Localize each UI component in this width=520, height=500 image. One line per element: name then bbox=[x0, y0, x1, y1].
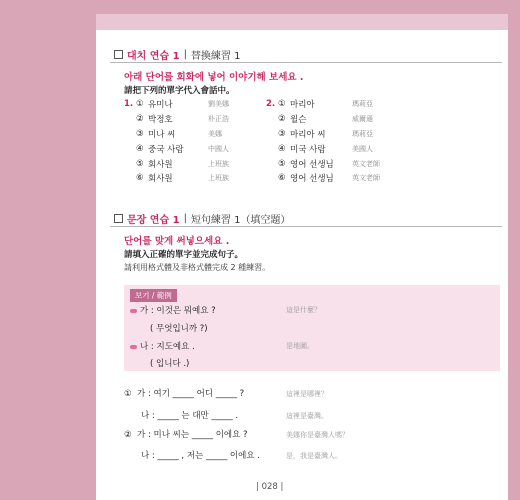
list-item: ⑥ 영어 선생님 英文老師 bbox=[278, 173, 380, 185]
example-line-4: ( 입니다 .) bbox=[150, 359, 190, 369]
list-item: ⑥ 회사원 上班族 bbox=[136, 173, 229, 185]
drill-1-b: 나 : _____ 는 대만 _____ . bbox=[141, 411, 239, 421]
example-line-3-zh: 是地圖。 bbox=[286, 342, 314, 350]
substitution-group-1 bbox=[124, 97, 229, 186]
section2-instruction-zh: 請填入正確的單字並完成句子。 bbox=[124, 250, 244, 260]
speech-bubble-icon bbox=[130, 309, 137, 313]
section2-title-zh: 短句練習 1（填空題） bbox=[190, 215, 291, 226]
list-item: ⑤ 회사원 上班族 bbox=[136, 158, 229, 170]
section2-heading: 문장 연습 1 | 短句練習 1（填空題） bbox=[114, 211, 290, 226]
section1-instruction-ko: 아래 단어를 회화에 넣어 이야기해 보세요 . bbox=[124, 72, 304, 83]
example-line-1-zh: 這是什麼？ bbox=[286, 306, 321, 314]
example-line-1: 가 : 이것은 뭐예요 ? bbox=[130, 304, 216, 316]
drill-1-a-zh: 這裡是哪裡？ bbox=[286, 390, 328, 398]
list-item: ③ 미나 씨 美娜 bbox=[136, 128, 222, 140]
drill-2-b: 나 : _____ , 저는 _____ 이에요 . bbox=[141, 451, 260, 461]
example-line-2: ( 무엇입니까 ?) bbox=[150, 324, 208, 334]
section2-instruction-zh2: 請利用格式體及非格式體完成 2 種練習。 bbox=[124, 263, 271, 272]
drill-1-b-zh: 這裡是臺灣。 bbox=[286, 412, 328, 420]
substitution-group-2 bbox=[266, 97, 380, 186]
section1-rule bbox=[110, 62, 502, 63]
checkbox-square-icon bbox=[114, 214, 123, 223]
section1-instruction-zh: 請把下列的單字代入會話中。 bbox=[124, 86, 235, 96]
list-item: 1. ① 유미나 劉美娜 bbox=[124, 99, 229, 111]
section2-instruction-ko: 단어를 맞게 써넣으세요 . bbox=[124, 236, 230, 247]
section2-rule bbox=[110, 226, 502, 227]
list-item: ⑤ 영어 선생님 英文老師 bbox=[278, 158, 380, 170]
list-item: ② 박정호 朴正浩 bbox=[136, 114, 229, 126]
section2-title-ko: 문장 연습 1 bbox=[127, 215, 180, 226]
list-item: ③ 마리아 씨 瑪莉亞 bbox=[278, 128, 373, 140]
checkbox-square-icon bbox=[114, 50, 123, 59]
drill-2-a-zh: 美娜你是臺灣人嗎？ bbox=[286, 431, 349, 439]
section1-heading: 대치 연습 1 | 替換練習 1 bbox=[114, 47, 240, 62]
example-tag: 보기 / 範例 bbox=[130, 289, 177, 302]
speech-bubble-icon bbox=[130, 345, 137, 349]
section1-title-zh: 替換練習 1 bbox=[190, 51, 241, 62]
list-item: 2. ① 마리아 瑪莉亞 bbox=[266, 99, 373, 111]
page-number: | 028 | bbox=[256, 482, 284, 492]
drill-1-a: ① 가 : 여기 _____ 어디 _____ ? bbox=[124, 389, 245, 399]
top-band bbox=[96, 14, 508, 30]
example-line-3: 나 : 지도예요 . bbox=[130, 340, 195, 352]
section1-title-ko: 대치 연습 1 bbox=[127, 51, 180, 62]
list-item: ④ 미국 사람 美國人 bbox=[278, 143, 373, 155]
list-item: ④ 중국 사람 中國人 bbox=[136, 143, 229, 155]
drill-2-a: ② 가 : 미나 씨는 _____ 이에요 ? bbox=[124, 430, 248, 440]
list-item: ② 윌슨 威爾遜 bbox=[278, 114, 373, 126]
drill-2-b-zh: 是，我是臺灣人。 bbox=[286, 452, 342, 460]
